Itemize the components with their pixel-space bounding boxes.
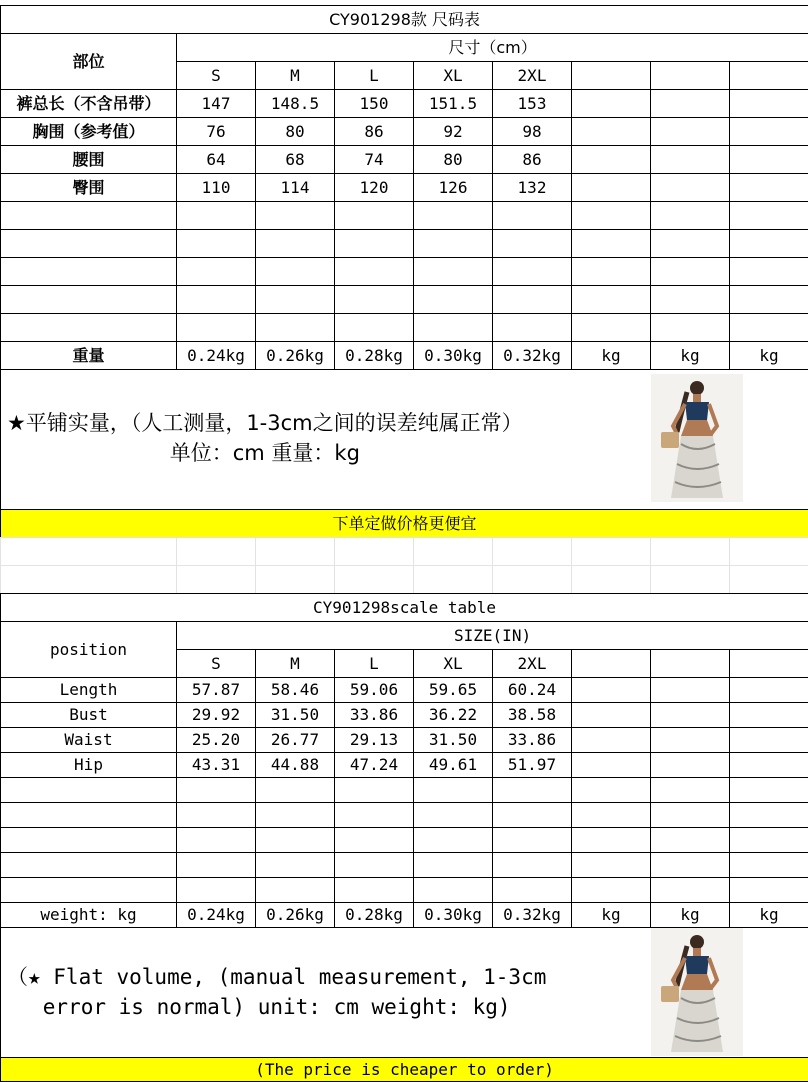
cell-value: 60.24 bbox=[493, 678, 572, 703]
cell-value: 76 bbox=[177, 118, 256, 146]
product-photo bbox=[651, 928, 743, 1056]
cell-value: 33.86 bbox=[335, 703, 414, 728]
cell-value: 132 bbox=[493, 174, 572, 202]
cell-value: 49.61 bbox=[414, 753, 493, 778]
weight-value: 0.28kg bbox=[335, 342, 414, 370]
table-row bbox=[1, 703, 808, 728]
cell-value: 25.20 bbox=[177, 728, 256, 753]
cell-value: 51.97 bbox=[493, 753, 572, 778]
weight-value: 0.32kg bbox=[493, 342, 572, 370]
empty-row bbox=[1, 286, 808, 314]
table-row bbox=[1, 146, 808, 174]
cell-value: 110 bbox=[177, 174, 256, 202]
en-size-2xl: 2XL bbox=[493, 650, 572, 678]
cell-value: 44.88 bbox=[256, 753, 335, 778]
banner-row bbox=[1, 1058, 808, 1082]
product-photo bbox=[651, 374, 743, 502]
promo-banner: 下单定做价格更便宜 bbox=[1, 510, 808, 538]
cell-value: 80 bbox=[256, 118, 335, 146]
cell-value: 31.50 bbox=[256, 703, 335, 728]
cell-value: 86 bbox=[335, 118, 414, 146]
cell-value: 43.31 bbox=[177, 753, 256, 778]
table-row bbox=[1, 174, 808, 202]
empty-row bbox=[1, 314, 808, 342]
cn-size-xl: XL bbox=[414, 62, 493, 90]
cell-value: 74 bbox=[335, 146, 414, 174]
cn-size-table bbox=[0, 5, 808, 538]
note-line: （★ Flat volume, (manual measurement, 1-3cm bbox=[7, 962, 546, 992]
cell-value: 92 bbox=[414, 118, 493, 146]
promo-banner: (The price is cheaper to order) bbox=[1, 1058, 808, 1082]
weight-value: 0.28kg bbox=[335, 903, 414, 928]
weight-value: kg bbox=[730, 342, 808, 370]
weight-value: kg bbox=[572, 342, 651, 370]
cell-value: 57.87 bbox=[177, 678, 256, 703]
row-label: Hip bbox=[1, 753, 177, 778]
table-row bbox=[1, 678, 808, 703]
cell-value: 64 bbox=[177, 146, 256, 174]
en-size-chart bbox=[0, 593, 808, 1082]
cell-value: 36.22 bbox=[414, 703, 493, 728]
row-label: Length bbox=[1, 678, 177, 703]
weight-label: 重量 bbox=[1, 342, 177, 370]
empty-row bbox=[1, 878, 808, 903]
weight-value: 0.24kg bbox=[177, 903, 256, 928]
weight-label: weight: kg bbox=[1, 903, 177, 928]
empty-row bbox=[1, 258, 808, 286]
cell-value: 29.92 bbox=[177, 703, 256, 728]
en-size-table bbox=[0, 593, 808, 1082]
table-row bbox=[1, 118, 808, 146]
table-row bbox=[1, 90, 808, 118]
weight-value: 0.32kg bbox=[493, 903, 572, 928]
cn-size-header: 尺寸（cm） bbox=[177, 34, 808, 62]
weight-value: 0.24kg bbox=[177, 342, 256, 370]
weight-value: 0.26kg bbox=[256, 903, 335, 928]
empty-row bbox=[1, 778, 808, 803]
cell-value: 31.50 bbox=[414, 728, 493, 753]
table-row bbox=[1, 753, 808, 778]
cell-value: 47.24 bbox=[335, 753, 414, 778]
cn-position-header: 部位 bbox=[1, 34, 177, 90]
row-label: 腰围 bbox=[1, 146, 177, 174]
en-size-m: M bbox=[256, 650, 335, 678]
cell-value: 148.5 bbox=[256, 90, 335, 118]
weight-value: 0.26kg bbox=[256, 342, 335, 370]
cell-value: 114 bbox=[256, 174, 335, 202]
weight-value: kg bbox=[651, 342, 730, 370]
weight-value: 0.30kg bbox=[414, 903, 493, 928]
row-label: 臀围 bbox=[1, 174, 177, 202]
note-line: 单位：cm 重量：kg bbox=[7, 438, 523, 468]
cn-size-l: L bbox=[335, 62, 414, 90]
spacer-grid bbox=[0, 537, 808, 594]
measurement-note bbox=[7, 962, 546, 1022]
cell-value: 120 bbox=[335, 174, 414, 202]
cell-value: 98 bbox=[493, 118, 572, 146]
cell-value: 151.5 bbox=[414, 90, 493, 118]
banner-row bbox=[1, 510, 808, 538]
weight-row bbox=[1, 903, 808, 928]
cell-value: 68 bbox=[256, 146, 335, 174]
en-table-title: CY901298scale table bbox=[1, 594, 808, 622]
cell-value: 26.77 bbox=[256, 728, 335, 753]
weight-value: kg bbox=[730, 903, 808, 928]
empty-row bbox=[1, 230, 808, 258]
cell-value: 153 bbox=[493, 90, 572, 118]
en-size-s: S bbox=[177, 650, 256, 678]
note-line: error is normal) unit: cm weight: kg) bbox=[7, 992, 546, 1022]
row-label: 裤总长（不含吊带） bbox=[1, 90, 177, 118]
note-row bbox=[1, 370, 808, 510]
cn-size-s: S bbox=[177, 62, 256, 90]
cell-value: 59.65 bbox=[414, 678, 493, 703]
cell-value: 150 bbox=[335, 90, 414, 118]
row-label: 胸围（参考值） bbox=[1, 118, 177, 146]
table-row bbox=[1, 728, 808, 753]
cell-value: 147 bbox=[177, 90, 256, 118]
en-size-l: L bbox=[335, 650, 414, 678]
cell-value: 38.58 bbox=[493, 703, 572, 728]
cell-value: 126 bbox=[414, 174, 493, 202]
cn-table-title: CY901298款 尺码表 bbox=[1, 6, 808, 34]
weight-value: kg bbox=[651, 903, 730, 928]
empty-row bbox=[1, 828, 808, 853]
weight-row bbox=[1, 342, 808, 370]
cell-value: 58.46 bbox=[256, 678, 335, 703]
row-label: Waist bbox=[1, 728, 177, 753]
en-position-header: position bbox=[1, 622, 177, 678]
en-size-xl: XL bbox=[414, 650, 493, 678]
weight-value: kg bbox=[572, 903, 651, 928]
cn-size-m: M bbox=[256, 62, 335, 90]
en-size-header: SIZE(IN) bbox=[177, 622, 808, 650]
note-row bbox=[1, 928, 808, 1058]
cn-size-chart bbox=[0, 5, 808, 538]
cell-value: 59.06 bbox=[335, 678, 414, 703]
empty-row bbox=[1, 803, 808, 828]
row-label: Bust bbox=[1, 703, 177, 728]
cell-value: 29.13 bbox=[335, 728, 414, 753]
cell-value: 33.86 bbox=[493, 728, 572, 753]
note-line: ★平铺实量，（人工测量，1-3cm之间的误差纯属正常） bbox=[7, 408, 523, 438]
cn-size-2xl: 2XL bbox=[493, 62, 572, 90]
cell-value: 80 bbox=[414, 146, 493, 174]
empty-row bbox=[1, 853, 808, 878]
empty-row bbox=[1, 202, 808, 230]
weight-value: 0.30kg bbox=[414, 342, 493, 370]
measurement-note bbox=[7, 408, 523, 468]
cell-value: 86 bbox=[493, 146, 572, 174]
